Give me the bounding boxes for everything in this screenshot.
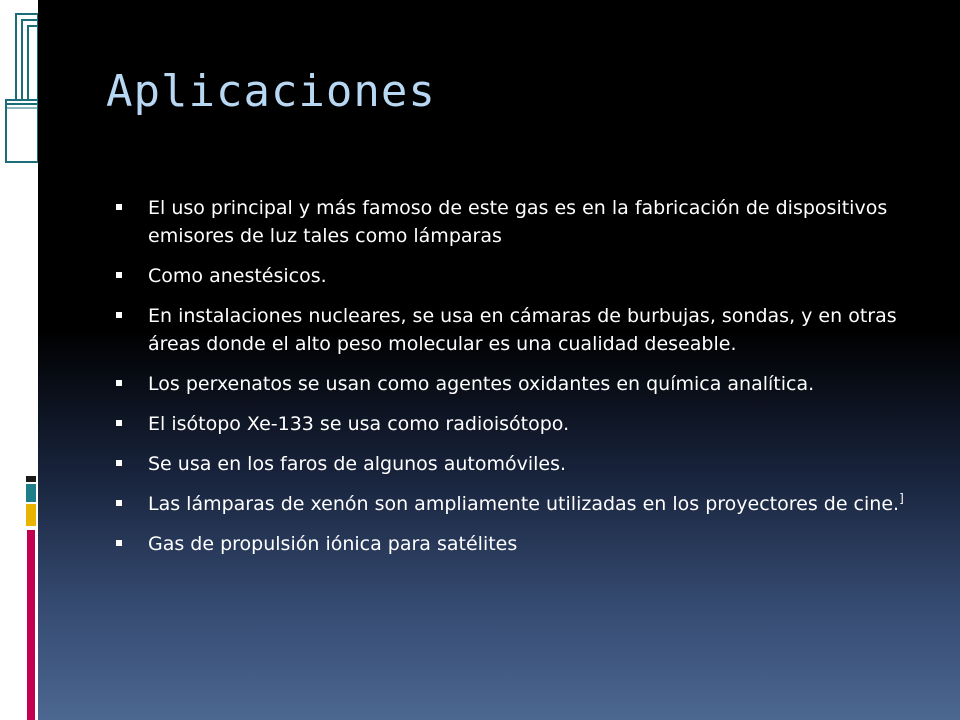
accent-bar-dark [26, 476, 36, 482]
bullet-square-icon [116, 272, 122, 278]
bullet-item [116, 262, 906, 290]
page-title: Aplicaciones [106, 66, 436, 117]
bullet-square-icon [116, 420, 122, 426]
bullet-text: En instalaciones nucleares, se usa en cámaras de burbujas, sondas, y en otras áreas donde el alto peso molecular es una cualidad deseable. [148, 305, 897, 355]
bullet-square-icon [116, 500, 122, 506]
bullet-item [116, 194, 906, 250]
accent-bar-gold [26, 504, 36, 526]
bullet-text: Como anestésicos. [148, 265, 327, 287]
bullet-item [116, 490, 906, 518]
bullet-item [116, 302, 906, 358]
bullet-square-icon [116, 204, 122, 210]
bullet-text: Los perxenatos se usan como agentes oxidantes en química analítica. [148, 373, 815, 395]
bullet-square-icon [116, 380, 122, 386]
bullet-list [116, 194, 906, 570]
bullet-item [116, 450, 906, 478]
bullet-square-icon [116, 312, 122, 318]
bullet-text: Gas de propulsión iónica para satélites [148, 533, 518, 555]
accent-bar-pink [27, 530, 35, 720]
bullet-item [116, 530, 906, 558]
bullet-text: El isótopo Xe-133 se usa como radioisótopo. [148, 413, 570, 435]
citation-mark[interactable]: ] [899, 491, 904, 506]
bullet-item [116, 370, 906, 398]
accent-bar-teal [26, 484, 36, 502]
bullet-text: Se usa en los faros de algunos automóviles. [148, 453, 567, 475]
document-stack-icon [0, 0, 38, 720]
bullet-square-icon [116, 460, 122, 466]
bullet-square-icon [116, 540, 122, 546]
bullet-text: El uso principal y más famoso de este gas es en la fabricación de dispositivos emisores de luz tales como lámparas [148, 197, 888, 247]
bullet-text: Las lámparas de xenón son ampliamente utilizadas en los proyectores de cine. [148, 493, 900, 515]
document-stack-glyph [6, 14, 38, 162]
bullet-item [116, 410, 906, 438]
